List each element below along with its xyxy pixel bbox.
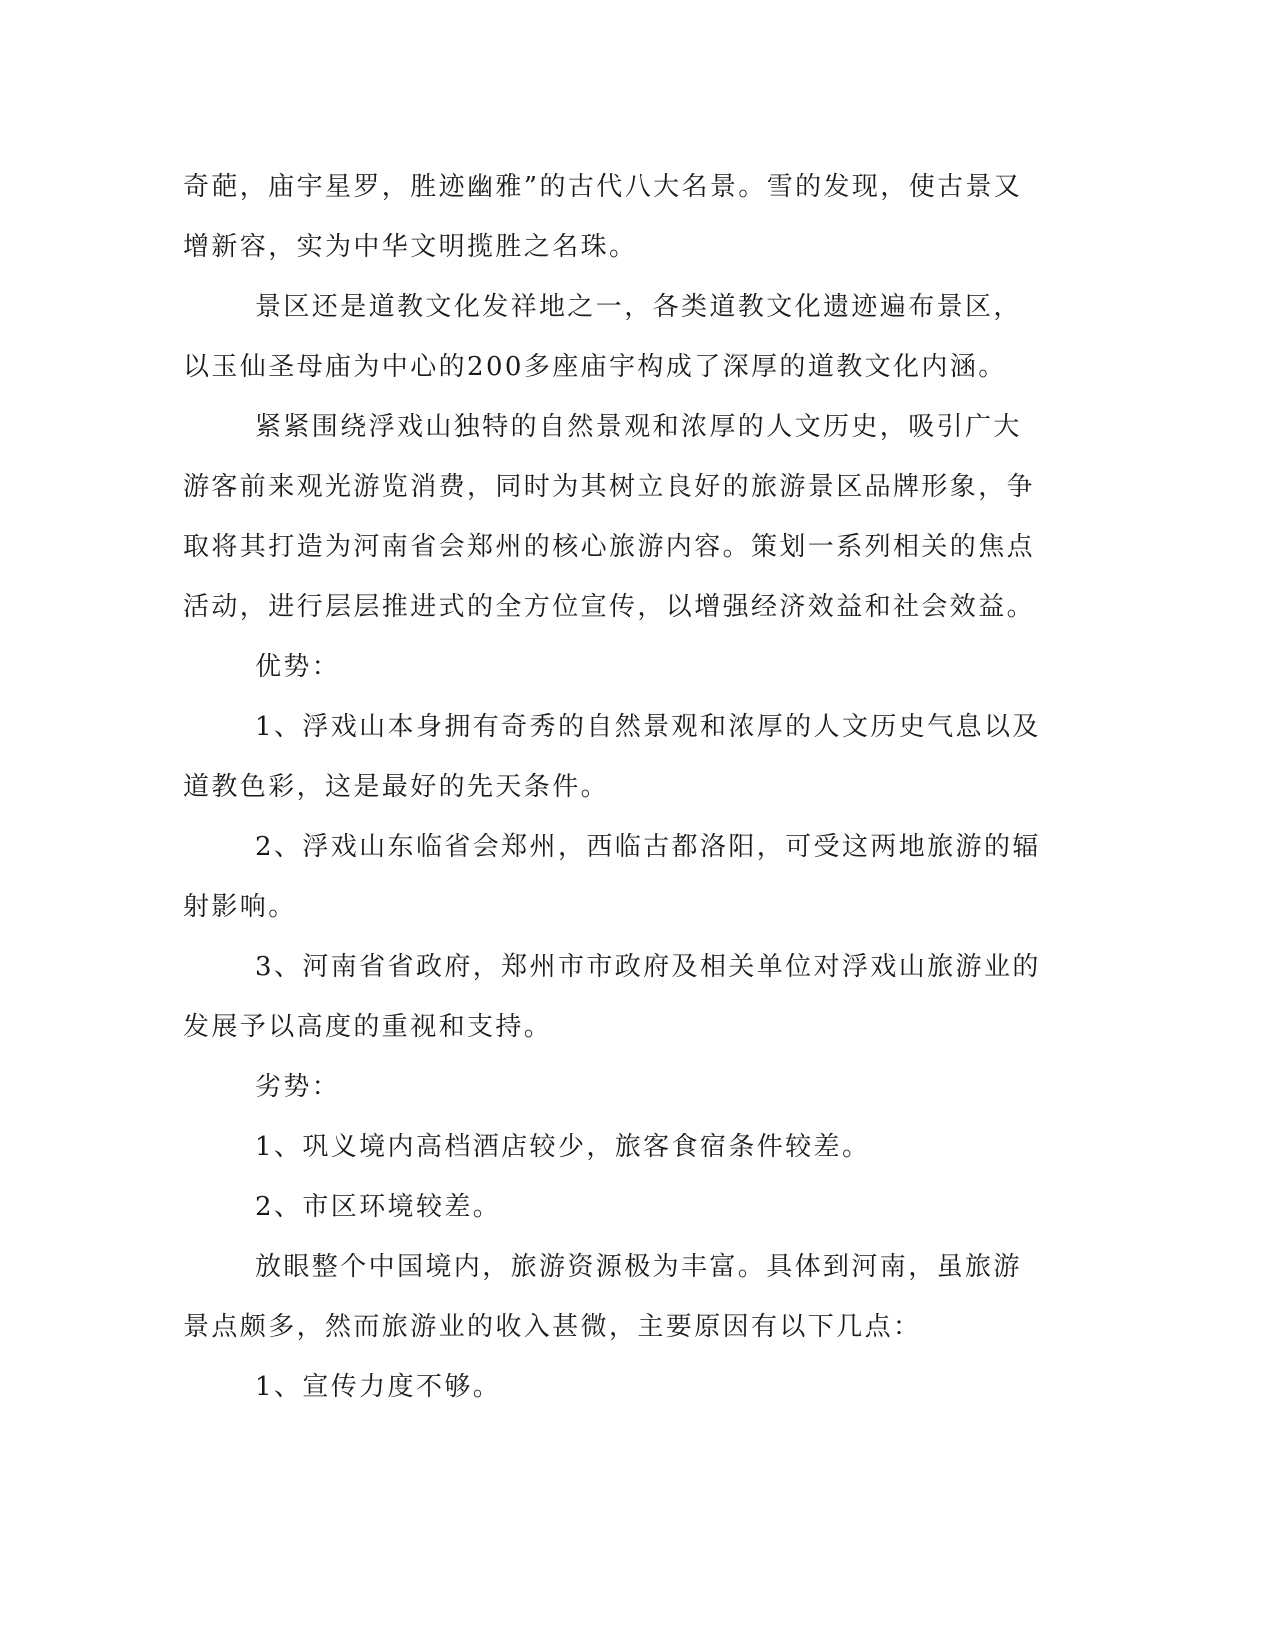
advantage-item-1: 1、浮戏山本身拥有奇秀的自然景观和浓厚的人文历史气息以及道教色彩，这是最好的先天条件。 [183, 712, 1041, 802]
document-body [183, 157, 1043, 1417]
advantage-item-2: 2、浮戏山东临省会郑州，西临古都洛阳，可受这两地旅游的辐射影响。 [183, 832, 1041, 922]
disadvantage-item-1: 1、巩义境内高档酒店较少，旅客食宿条件较差。 [255, 1132, 871, 1162]
disadvantage-item-2: 2、市区环境较差。 [255, 1192, 502, 1222]
heading-advantages: 优势： [255, 652, 341, 682]
reason-item-1: 1、宣传力度不够。 [255, 1372, 502, 1402]
heading-disadvantages: 劣势： [255, 1072, 341, 1102]
advantage-item-3: 3、河南省省政府，郑州市市政府及相关单位对浮戏山旅游业的发展予以高度的重视和支持。 [183, 952, 1041, 1042]
paragraph-continuation: 奇葩，庙宇星罗，胜迹幽雅”的古代八大名景。雪的发现，使古景又增新容，实为中华文明揽胜之名珠。 [183, 172, 1023, 262]
paragraph-overview: 放眼整个中国境内，旅游资源极为丰富。具体到河南，虽旅游景点颇多，然而旅游业的收入甚微，主要原因有以下几点： [183, 1252, 1022, 1342]
paragraph-tourism-goal: 紧紧围绕浮戏山独特的自然景观和浓厚的人文历史，吸引广大游客前来观光游览消费，同时为其树立良好的旅游景区品牌形象，争取将其打造为河南省会郑州的核心旅游内容。策划一系列相关的焦点活动，进行层层推进式的全方位宣传，以增强经济效益和社会效益。 [183, 412, 1036, 622]
paragraph-taoist-culture: 景区还是道教文化发祥地之一，各类道教文化遗迹遍布景区，以玉仙圣母庙为中心的200多座庙宇构成了深厚的道教文化内涵。 [183, 292, 1022, 382]
